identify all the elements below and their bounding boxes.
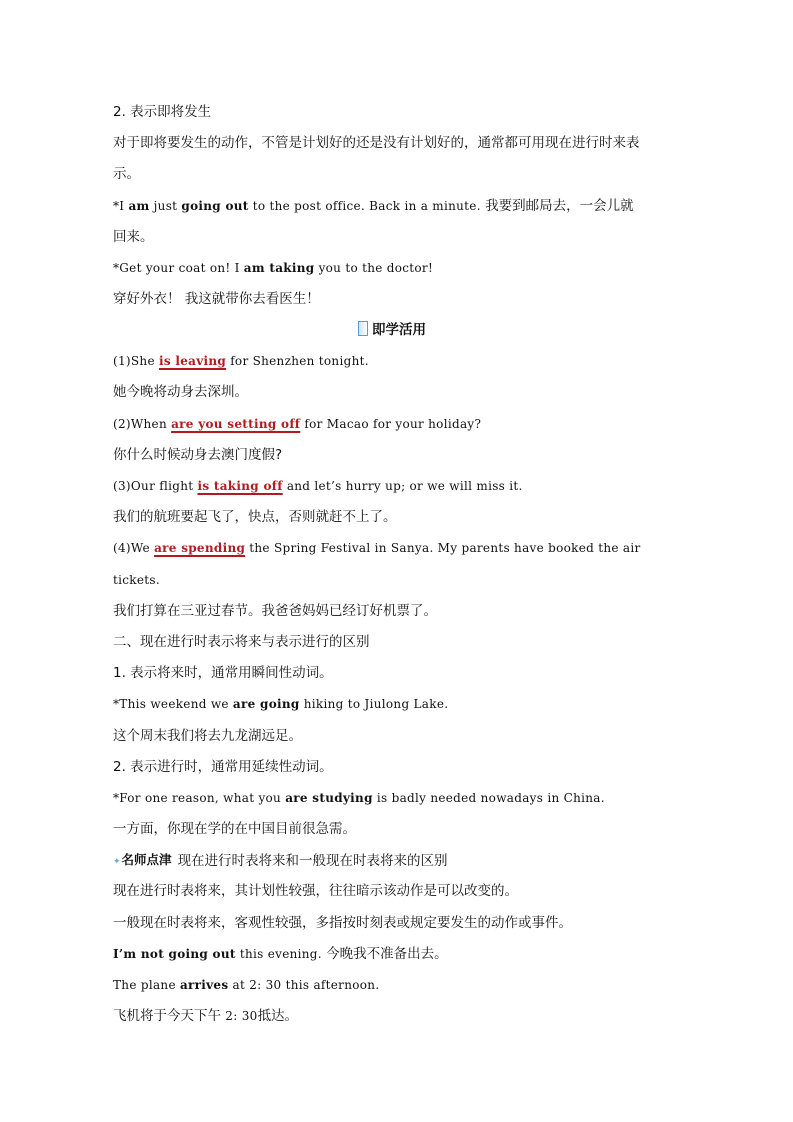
- tip-line-1: [113, 881, 688, 901]
- exercise-3: [113, 476, 688, 496]
- text: 我们的航班要起飞了，快点，否则就赶不上了。: [113, 509, 397, 525]
- tip-line-2: [113, 913, 688, 933]
- tip-title: 现在进行时表将来和一般现在时表将来的区别: [177, 853, 448, 869]
- text: *For one reason, what you: [113, 791, 286, 805]
- translation-line: [113, 289, 688, 309]
- bold-phrase: am taking: [243, 261, 315, 275]
- time-text: 2: 30: [225, 1009, 258, 1023]
- text: *I: [113, 199, 129, 213]
- text: The plane: [113, 978, 180, 992]
- bookmark-icon: [358, 321, 368, 336]
- translation-line: [113, 726, 688, 746]
- text: 你什么时候动身去澳门度假?: [113, 447, 283, 463]
- text: hiking to Jiulong Lake.: [299, 697, 449, 711]
- text: 2. 表示进行时，通常用延续性动词。: [113, 759, 333, 775]
- text: *Get your coat on! I: [113, 261, 244, 275]
- section-2-point-1: [113, 663, 688, 683]
- translation-line: [113, 819, 688, 839]
- bold-phrase: arrives: [179, 978, 229, 992]
- text: 2. 表示即将发生: [113, 104, 212, 120]
- paragraph-line: [113, 133, 688, 153]
- text: at 2: 30 this afternoon.: [228, 978, 380, 992]
- exercise-4-continued: [113, 570, 688, 590]
- text: 穿好外衣！ 我这就带你去看医生！: [113, 291, 320, 307]
- exercise-4-translation: [113, 601, 688, 621]
- text: 这个周末我们将去九龙湖远足。: [113, 728, 302, 744]
- translation: 今晚我不准备出去。: [321, 946, 448, 962]
- point-2-heading: [113, 102, 688, 122]
- exercise-2: [113, 414, 688, 434]
- answer: are spending: [154, 541, 246, 555]
- example-sentence: [113, 788, 688, 808]
- bold-phrase: am: [128, 199, 150, 213]
- exercise-1: [113, 351, 688, 371]
- example-sentence: [113, 944, 688, 964]
- text: the Spring Festival in Sanya. My parents have booked the air: [245, 541, 641, 555]
- exercise-2-translation: [113, 445, 688, 465]
- text: 1. 表示将来时，通常用瞬间性动词。: [113, 665, 333, 681]
- translation: 我要到邮局去，一会儿就: [480, 198, 634, 214]
- text: 现在进行时表将来，其计划性较强，往往暗示该动作是可以改变的。: [113, 883, 518, 899]
- text: 二、现在进行时表示将来与表示进行的区别: [113, 634, 370, 650]
- exercise-1-translation: [113, 382, 688, 402]
- example-sentence: [113, 694, 688, 714]
- bold-phrase: are studying: [285, 791, 373, 805]
- answer: is leaving: [158, 354, 227, 368]
- example-sentence: [113, 258, 688, 278]
- paragraph-line: [113, 164, 688, 184]
- text: 抵达。: [257, 1008, 299, 1024]
- bold-phrase: are going: [232, 697, 300, 711]
- text: (1)She: [113, 354, 159, 368]
- text: to the post office. Back in a minute.: [248, 199, 481, 213]
- text: 我们打算在三亚过春节。我爸爸妈妈已经订好机票了。: [113, 603, 437, 619]
- exercise-3-translation: [113, 507, 688, 527]
- text: 她今晚将动身去深圳。: [113, 384, 248, 400]
- tip-label: [113, 850, 172, 872]
- answer: are you setting off: [171, 417, 301, 431]
- text: (3)Our flight: [113, 479, 198, 493]
- text: 示。: [113, 166, 140, 182]
- example-sentence: [113, 196, 688, 216]
- exercise-4: [113, 538, 688, 558]
- text: 一方面，你现在学的在中国目前很急需。: [113, 821, 356, 837]
- answer: is taking off: [197, 479, 283, 493]
- section-2-point-2: [113, 757, 688, 777]
- text: just: [149, 199, 182, 213]
- text: 对于即将要发生的动作，不管是计划好的还是没有计划好的，通常都可用现在进行时来表: [113, 135, 640, 151]
- section-heading-practice: [358, 320, 426, 340]
- section-2-heading: [113, 632, 688, 652]
- sparkle-icon: ✦: [113, 857, 121, 867]
- text: (4)We: [113, 541, 155, 555]
- heading-text: 即学活用: [372, 322, 426, 338]
- teacher-tip-heading: [113, 850, 688, 872]
- translation-line: [113, 227, 688, 247]
- text: for Macao for your holiday?: [300, 417, 482, 431]
- text: 回来。: [113, 229, 154, 245]
- text: you to the doctor!: [314, 261, 434, 275]
- text: this evening.: [235, 947, 322, 961]
- translation-line: [113, 1006, 688, 1026]
- text: 飞机将于今天下午: [113, 1008, 226, 1024]
- bold-phrase: I’m not going out: [113, 947, 236, 961]
- tip-label-text: 名师点津: [121, 852, 172, 867]
- text: *This weekend we: [113, 697, 233, 711]
- text: and let’s hurry up; or we will miss it.: [282, 479, 523, 493]
- bold-phrase: going out: [181, 199, 249, 213]
- example-sentence: [113, 975, 688, 995]
- text: for Shenzhen tonight.: [226, 354, 369, 368]
- text: is badly needed nowadays in China.: [372, 791, 605, 805]
- text: 一般现在时表将来，客观性较强，多指按时刻表或规定要发生的动作或事件。: [113, 915, 572, 931]
- text: tickets.: [113, 573, 160, 587]
- text: (2)When: [113, 417, 172, 431]
